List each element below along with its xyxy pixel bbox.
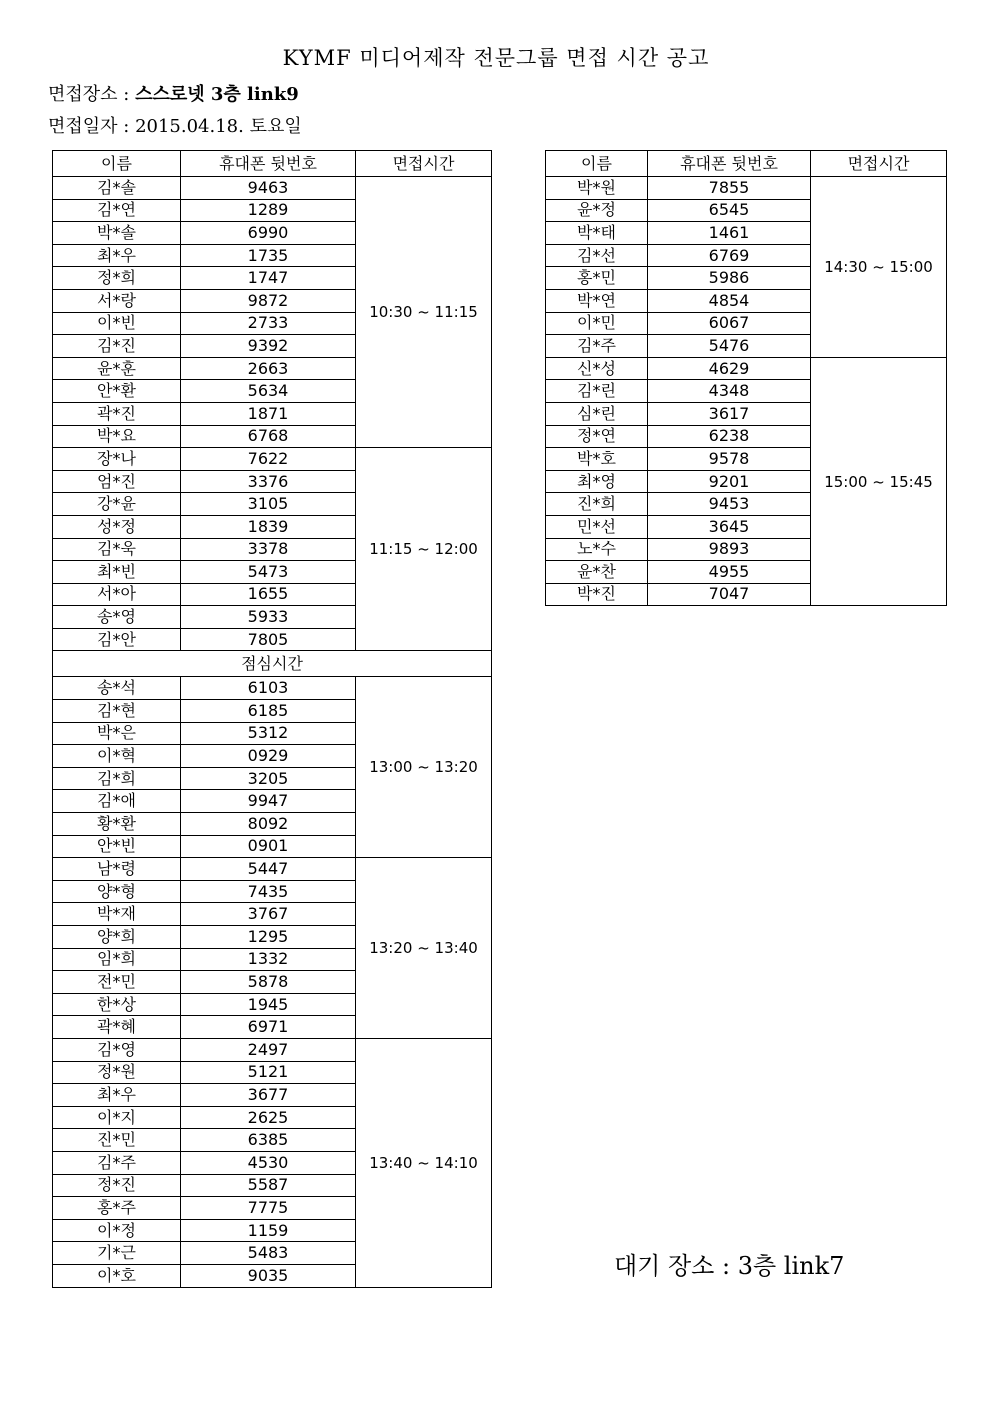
phone-last-digits: 5312 bbox=[181, 722, 356, 745]
phone-last-digits: 9201 bbox=[648, 470, 811, 493]
applicant-name: 한*상 bbox=[53, 993, 181, 1016]
phone-last-digits: 6103 bbox=[181, 677, 356, 700]
phone-last-digits: 6185 bbox=[181, 700, 356, 723]
applicant-name: 박*요 bbox=[53, 425, 181, 448]
phone-last-digits: 1295 bbox=[181, 926, 356, 949]
applicant-name: 이*정 bbox=[53, 1219, 181, 1242]
applicant-name: 이*빈 bbox=[53, 312, 181, 335]
phone-last-digits: 9947 bbox=[181, 790, 356, 813]
header-name: 이름 bbox=[53, 151, 181, 177]
interview-time-slot: 15:00 ~ 15:45 bbox=[811, 357, 947, 606]
applicant-name: 장*나 bbox=[53, 448, 181, 471]
phone-last-digits: 0929 bbox=[181, 745, 356, 768]
phone-last-digits: 5121 bbox=[181, 1061, 356, 1084]
location-label: 면접장소 : bbox=[48, 84, 136, 105]
applicant-name: 김*영 bbox=[53, 1038, 181, 1061]
phone-last-digits: 2663 bbox=[181, 357, 356, 380]
table-row bbox=[53, 1038, 492, 1061]
applicant-name: 송*석 bbox=[53, 677, 181, 700]
table-row bbox=[53, 177, 492, 200]
applicant-name: 정*진 bbox=[53, 1174, 181, 1197]
applicant-name: 임*희 bbox=[53, 948, 181, 971]
phone-last-digits: 3205 bbox=[181, 767, 356, 790]
phone-last-digits: 6238 bbox=[648, 425, 811, 448]
applicant-name: 신*성 bbox=[546, 357, 648, 380]
applicant-name: 심*린 bbox=[546, 402, 648, 425]
applicant-name: 김*애 bbox=[53, 790, 181, 813]
applicant-name: 이*호 bbox=[53, 1264, 181, 1287]
applicant-name: 박*원 bbox=[546, 177, 648, 200]
phone-last-digits: 2733 bbox=[181, 312, 356, 335]
applicant-name: 이*혁 bbox=[53, 745, 181, 768]
phone-last-digits: 7435 bbox=[181, 880, 356, 903]
applicant-name: 최*우 bbox=[53, 244, 181, 267]
header-name: 이름 bbox=[546, 151, 648, 177]
phone-last-digits: 5587 bbox=[181, 1174, 356, 1197]
phone-last-digits: 9463 bbox=[181, 177, 356, 200]
phone-last-digits: 5634 bbox=[181, 380, 356, 403]
phone-last-digits: 5933 bbox=[181, 606, 356, 629]
applicant-name: 박*태 bbox=[546, 222, 648, 245]
applicant-name: 곽*진 bbox=[53, 402, 181, 425]
phone-last-digits: 6971 bbox=[181, 1016, 356, 1039]
interview-time-slot: 13:20 ~ 13:40 bbox=[356, 858, 492, 1039]
applicant-name: 서*아 bbox=[53, 583, 181, 606]
phone-last-digits: 4348 bbox=[648, 380, 811, 403]
applicant-name: 정*희 bbox=[53, 267, 181, 290]
applicant-name: 엄*진 bbox=[53, 470, 181, 493]
phone-last-digits: 1839 bbox=[181, 515, 356, 538]
applicant-name: 남*령 bbox=[53, 858, 181, 881]
schedule-table-left bbox=[52, 150, 492, 1288]
phone-last-digits: 6385 bbox=[181, 1129, 356, 1152]
phone-last-digits: 9872 bbox=[181, 289, 356, 312]
phone-last-digits: 5476 bbox=[648, 335, 811, 358]
applicant-name: 정*원 bbox=[53, 1061, 181, 1084]
phone-last-digits: 4854 bbox=[648, 289, 811, 312]
applicant-name: 김*선 bbox=[546, 244, 648, 267]
interview-time-slot: 13:40 ~ 14:10 bbox=[356, 1038, 492, 1287]
date-value: 2015.04.18. 토요일 bbox=[135, 116, 302, 137]
phone-last-digits: 1945 bbox=[181, 993, 356, 1016]
table-row bbox=[53, 858, 492, 881]
applicant-name: 민*선 bbox=[546, 515, 648, 538]
interview-date bbox=[48, 112, 302, 138]
phone-last-digits: 9893 bbox=[648, 538, 811, 561]
applicant-name: 박*솔 bbox=[53, 222, 181, 245]
phone-last-digits: 9392 bbox=[181, 335, 356, 358]
phone-last-digits: 4955 bbox=[648, 561, 811, 584]
phone-last-digits: 3767 bbox=[181, 903, 356, 926]
table-row bbox=[53, 677, 492, 700]
phone-last-digits: 1735 bbox=[181, 244, 356, 267]
applicant-name: 강*윤 bbox=[53, 493, 181, 516]
applicant-name: 홍*주 bbox=[53, 1197, 181, 1220]
phone-last-digits: 4530 bbox=[181, 1151, 356, 1174]
header-phone: 휴대폰 뒷번호 bbox=[181, 151, 356, 177]
applicant-name: 김*욱 bbox=[53, 538, 181, 561]
applicant-name: 이*지 bbox=[53, 1106, 181, 1129]
applicant-name: 곽*혜 bbox=[53, 1016, 181, 1039]
applicant-name: 윤*정 bbox=[546, 199, 648, 222]
phone-last-digits: 3617 bbox=[648, 402, 811, 425]
phone-last-digits: 7622 bbox=[181, 448, 356, 471]
phone-last-digits: 1461 bbox=[648, 222, 811, 245]
applicant-name: 황*환 bbox=[53, 813, 181, 836]
applicant-name: 기*근 bbox=[53, 1242, 181, 1265]
phone-last-digits: 3105 bbox=[181, 493, 356, 516]
phone-last-digits: 3677 bbox=[181, 1084, 356, 1107]
table-row bbox=[53, 448, 492, 471]
phone-last-digits: 6769 bbox=[648, 244, 811, 267]
applicant-name: 이*민 bbox=[546, 312, 648, 335]
applicant-name: 김*현 bbox=[53, 700, 181, 723]
phone-last-digits: 4629 bbox=[648, 357, 811, 380]
applicant-name: 안*빈 bbox=[53, 835, 181, 858]
applicant-name: 전*민 bbox=[53, 971, 181, 994]
phone-last-digits: 2497 bbox=[181, 1038, 356, 1061]
applicant-name: 김*희 bbox=[53, 767, 181, 790]
phone-last-digits: 7855 bbox=[648, 177, 811, 200]
phone-last-digits: 5447 bbox=[181, 858, 356, 881]
applicant-name: 안*환 bbox=[53, 380, 181, 403]
applicant-name: 최*영 bbox=[546, 470, 648, 493]
interview-time-slot: 10:30 ~ 11:15 bbox=[356, 177, 492, 448]
phone-last-digits: 5483 bbox=[181, 1242, 356, 1265]
applicant-name: 서*랑 bbox=[53, 289, 181, 312]
phone-last-digits: 1871 bbox=[181, 402, 356, 425]
phone-last-digits: 1159 bbox=[181, 1219, 356, 1242]
table-row bbox=[546, 177, 947, 200]
phone-last-digits: 9035 bbox=[181, 1264, 356, 1287]
applicant-name: 김*연 bbox=[53, 199, 181, 222]
applicant-name: 윤*훈 bbox=[53, 357, 181, 380]
applicant-name: 노*수 bbox=[546, 538, 648, 561]
interview-time-slot: 11:15 ~ 12:00 bbox=[356, 448, 492, 651]
table-row bbox=[546, 357, 947, 380]
page-title: KYMF 미디어제작 전문그룹 면접 시간 공고 bbox=[282, 46, 710, 70]
schedule-table-right bbox=[545, 150, 947, 606]
applicant-name: 진*희 bbox=[546, 493, 648, 516]
applicant-name: 정*연 bbox=[546, 425, 648, 448]
applicant-name: 성*정 bbox=[53, 515, 181, 538]
applicant-name: 양*형 bbox=[53, 880, 181, 903]
applicant-name: 박*재 bbox=[53, 903, 181, 926]
applicant-name: 김*주 bbox=[546, 335, 648, 358]
phone-last-digits: 7047 bbox=[648, 583, 811, 606]
phone-last-digits: 5986 bbox=[648, 267, 811, 290]
header-time: 면접시간 bbox=[356, 151, 492, 177]
applicant-name: 김*안 bbox=[53, 628, 181, 651]
applicant-name: 박*호 bbox=[546, 448, 648, 471]
phone-last-digits: 6990 bbox=[181, 222, 356, 245]
header-time: 면접시간 bbox=[811, 151, 947, 177]
phone-last-digits: 1332 bbox=[181, 948, 356, 971]
lunch-row bbox=[53, 651, 492, 677]
phone-last-digits: 9578 bbox=[648, 448, 811, 471]
waiting-area: 대기 장소 : 3층 link7 bbox=[614, 1252, 845, 1280]
applicant-name: 박*진 bbox=[546, 583, 648, 606]
phone-last-digits: 1747 bbox=[181, 267, 356, 290]
interview-time-slot: 14:30 ~ 15:00 bbox=[811, 177, 947, 358]
phone-last-digits: 9453 bbox=[648, 493, 811, 516]
phone-last-digits: 0901 bbox=[181, 835, 356, 858]
phone-last-digits: 3378 bbox=[181, 538, 356, 561]
phone-last-digits: 8092 bbox=[181, 813, 356, 836]
applicant-name: 김*주 bbox=[53, 1151, 181, 1174]
phone-last-digits: 6067 bbox=[648, 312, 811, 335]
interview-time-slot: 13:00 ~ 13:20 bbox=[356, 677, 492, 858]
phone-last-digits: 6545 bbox=[648, 199, 811, 222]
lunch-break-label: 점심시간 bbox=[53, 651, 492, 677]
applicant-name: 최*우 bbox=[53, 1084, 181, 1107]
header-phone: 휴대폰 뒷번호 bbox=[648, 151, 811, 177]
applicant-name: 박*연 bbox=[546, 289, 648, 312]
applicant-name: 양*희 bbox=[53, 926, 181, 949]
phone-last-digits: 1655 bbox=[181, 583, 356, 606]
location-value: 스스로넷 3층 link9 bbox=[135, 84, 299, 105]
phone-last-digits: 3376 bbox=[181, 470, 356, 493]
applicant-name: 윤*찬 bbox=[546, 561, 648, 584]
applicant-name: 홍*민 bbox=[546, 267, 648, 290]
phone-last-digits: 5878 bbox=[181, 971, 356, 994]
applicant-name: 송*영 bbox=[53, 606, 181, 629]
phone-last-digits: 3645 bbox=[648, 515, 811, 538]
applicant-name: 김*린 bbox=[546, 380, 648, 403]
phone-last-digits: 5473 bbox=[181, 561, 356, 584]
applicant-name: 진*민 bbox=[53, 1129, 181, 1152]
applicant-name: 박*은 bbox=[53, 722, 181, 745]
phone-last-digits: 7775 bbox=[181, 1197, 356, 1220]
phone-last-digits: 6768 bbox=[181, 425, 356, 448]
interview-location bbox=[48, 80, 299, 106]
date-label: 면접일자 : bbox=[48, 116, 136, 137]
applicant-name: 최*빈 bbox=[53, 561, 181, 584]
phone-last-digits: 1289 bbox=[181, 199, 356, 222]
phone-last-digits: 2625 bbox=[181, 1106, 356, 1129]
applicant-name: 김*솔 bbox=[53, 177, 181, 200]
applicant-name: 김*진 bbox=[53, 335, 181, 358]
phone-last-digits: 7805 bbox=[181, 628, 356, 651]
